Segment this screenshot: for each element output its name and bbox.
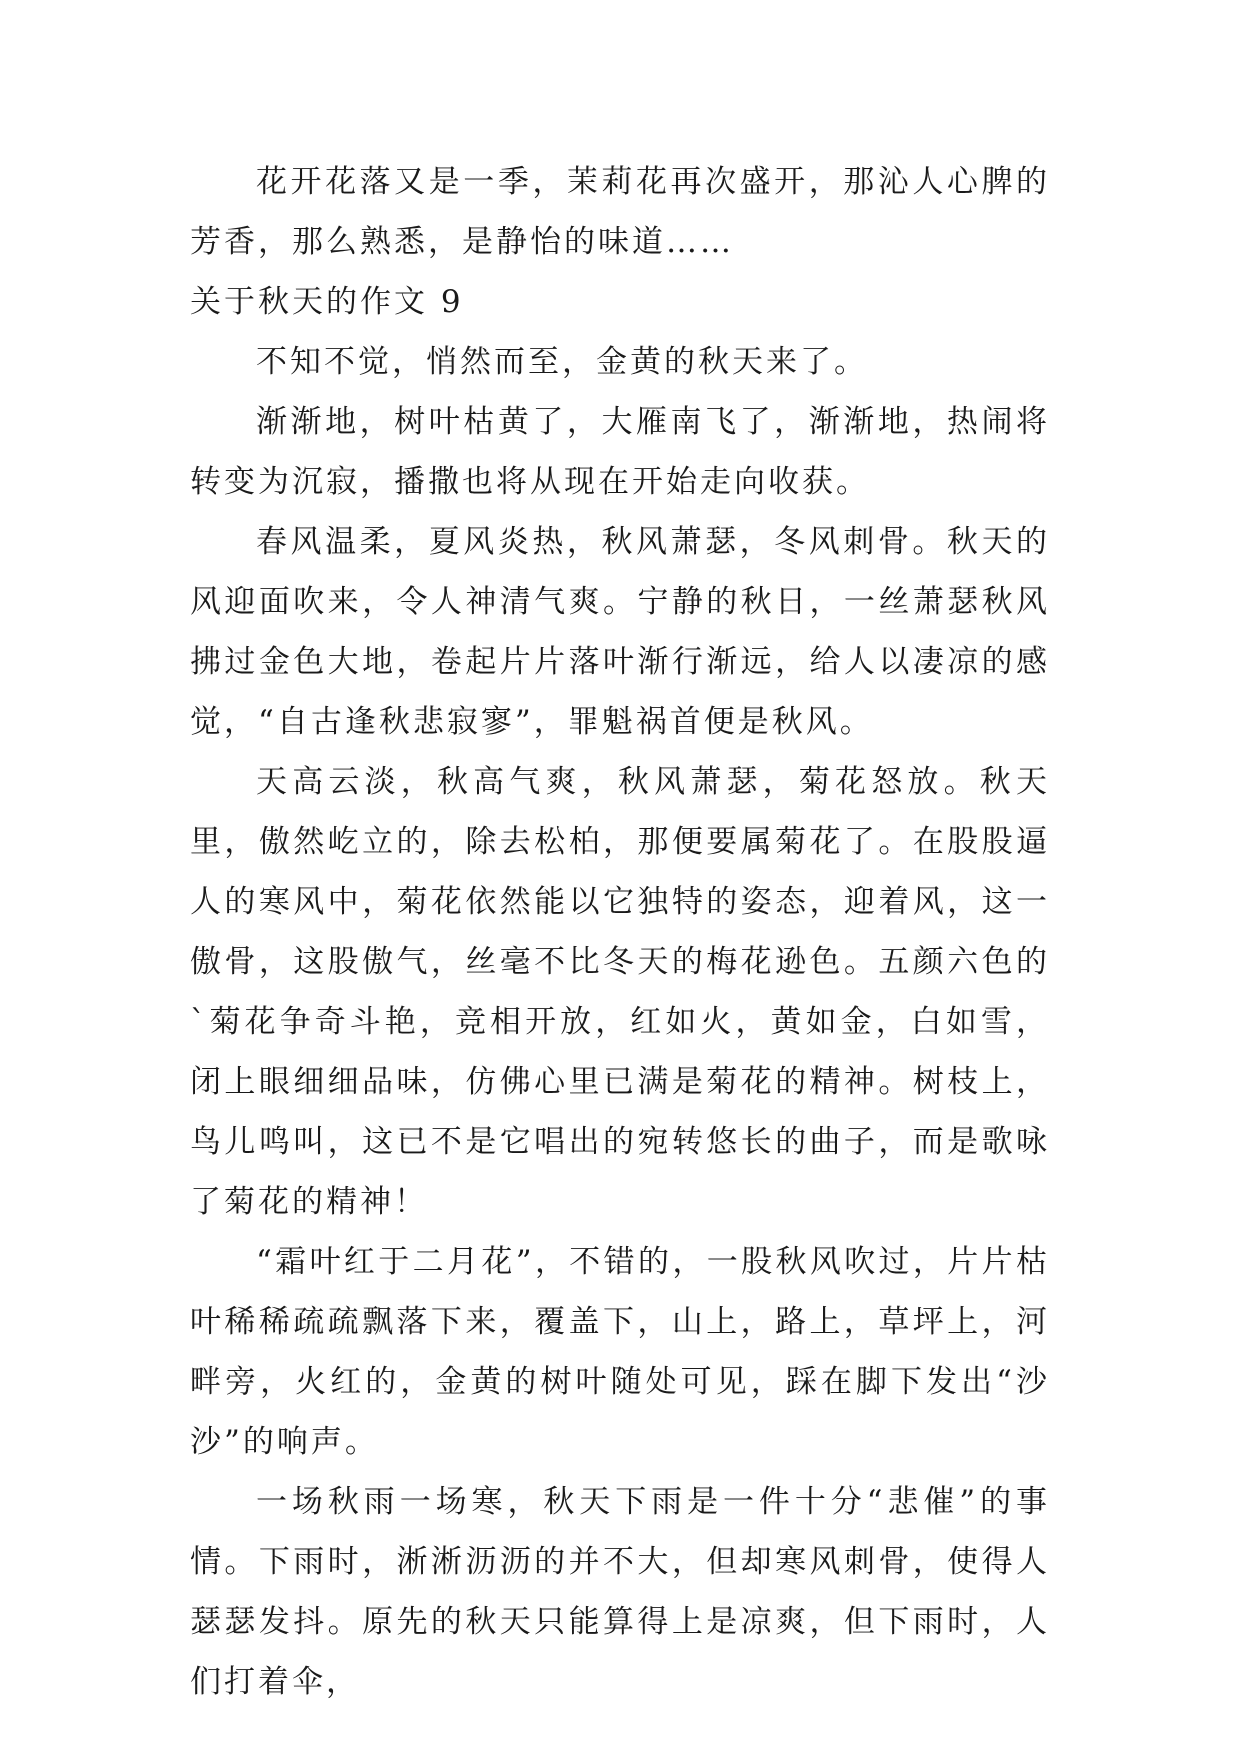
paragraph-leaves-yellow: 渐渐地，树叶枯黄了，大雁南飞了，渐渐地，热闹将转变为沉寂，播撒也将从现在开始走向收获。 (190, 404, 1050, 500)
paragraph-autumn-rain: 一场秋雨一场寒，秋天下雨是一件十分“悲催”的事情。下雨时，淅淅沥沥的并不大，但却寒风刺骨，使得人瑟瑟发抖。原先的秋天只能算得上是凉爽，但下雨时，人们打着伞， (190, 1484, 1050, 1700)
document-body (190, 152, 1050, 1712)
paragraph-chrysanthemum: 天高云淡，秋高气爽，秋风萧瑟，菊花怒放。秋天里，傲然屹立的，除去松柏，那便要属菊花了。在股股逼人的寒风中，菊花依然能以它独特的姿态，迎着风，这一傲骨，这股傲气，丝毫不比冬天的梅花逊色。五颜六色的`菊花争奇斗艳，竞相开放，红如火，黄如金，白如雪，闭上眼细细品味，仿佛心里已满是菊花的精神。树枝上，鸟儿鸣叫，这已不是它唱出的宛转悠长的曲子，而是歌咏了菊花的精神！ (190, 764, 1050, 1220)
paragraph-autumn-arrives: 不知不觉，悄然而至，金黄的秋天来了。 (256, 344, 868, 380)
section-heading: 关于秋天的作文 9 (190, 284, 464, 320)
paragraph-jasmine: 花开花落又是一季，茉莉花再次盛开，那沁人心脾的芳香，那么熟悉，是静怡的味道…… (190, 164, 1050, 260)
paragraph-autumn-wind: 春风温柔，夏风炎热，秋风萧瑟，冬风刺骨。秋天的风迎面吹来，令人神清气爽。宁静的秋日，一丝萧瑟秋风拂过金色大地，卷起片片落叶渐行渐远，给人以凄凉的感觉，“自古逢秋悲寂寥”，罪魁祸首便是秋风。 (190, 524, 1050, 740)
paragraph-red-leaves: “霜叶红于二月花”，不错的，一股秋风吹过，片片枯叶稀稀疏疏飘落下来，覆盖下，山上，路上，草坪上，河畔旁，火红的，金黄的树叶随处可见，踩在脚下发出“沙沙”的响声。 (190, 1244, 1050, 1460)
